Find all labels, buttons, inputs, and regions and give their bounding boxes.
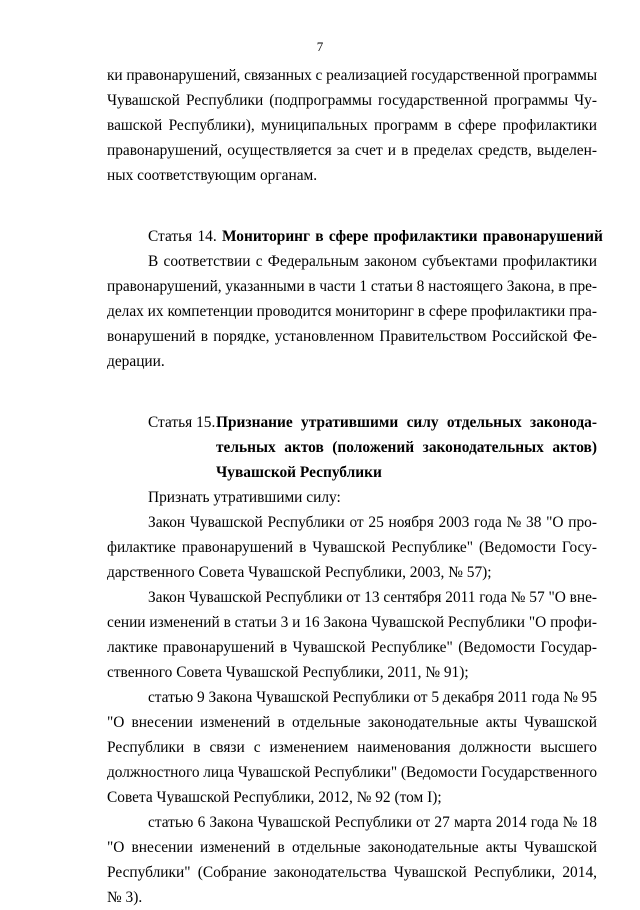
- text-line: ных соответствующим органам.: [107, 167, 318, 184]
- article-title-line: Признание утратившими силу отдельных законода-: [216, 414, 597, 431]
- text-line: правонарушений, указанными в части 1 статьи 8 настоящего Закона, в пре-: [107, 278, 597, 295]
- text-line: ственного Совета Чувашской Республики, 2011, № 91);: [107, 664, 469, 681]
- text-line: лактике правонарушений в Чувашской Республике" (Ведомости Государ-: [107, 639, 597, 656]
- text-line: должностного лица Чувашской Республики" (Ведомости Государственного: [107, 764, 598, 781]
- article-label: Статья 14.: [148, 228, 217, 245]
- text-line: Закон Чувашской Республики от 25 ноября 2003 года № 38 "О про-: [148, 514, 597, 531]
- spacer: [107, 188, 597, 224]
- text-line: Республики в связи с изменением наименования должности высшего: [107, 739, 597, 756]
- text-line: Республики" (Собрание законодательства Чувашской Республики, 2014,: [107, 864, 597, 881]
- text-line: статью 9 Закона Чувашской Республики от 5 декабря 2011 года № 95: [148, 689, 597, 706]
- article-14: [107, 224, 603, 374]
- text-line: правонарушений, осуществляется за счет и в пределах средств, выделен-: [107, 142, 597, 159]
- text-line: Совета Чувашской Республики, 2012, № 92 (том I);: [107, 789, 442, 806]
- paragraph-continuation: [107, 63, 597, 188]
- text-line: ки правонарушений, связанных с реализацией государственной программы: [107, 67, 597, 84]
- article-label: Статья 15.: [148, 414, 216, 431]
- text-line: делах их компетенции проводится мониторинг в сфере профилактики пра-: [107, 303, 597, 320]
- article-title-line: Чувашской Республики: [216, 464, 382, 481]
- article-title-line: тельных актов (положений законодательных актов): [216, 439, 597, 456]
- text-line: статью 6 Закона Чувашской Республики от 27 марта 2014 года № 18: [148, 814, 597, 831]
- text-line: Чувашской Республики (подпрограммы государственной программы Чу-: [107, 92, 597, 109]
- text-line: дерации.: [107, 353, 165, 370]
- text-line: сении изменений в статьи 3 и 16 Закона Чувашской Республики "О профи-: [107, 614, 597, 631]
- list-item: [107, 585, 597, 685]
- spacer: [107, 374, 597, 410]
- article-15: [107, 410, 597, 910]
- text-line: вашской Республики), муниципальных программ в сфере профилактики: [107, 117, 597, 134]
- list-item: [107, 685, 597, 810]
- article-title: Мониторинг в сфере профилактики правонарушений: [221, 228, 603, 245]
- text-line: "О внесении изменений в отдельные законодательные акты Чувашской: [107, 839, 597, 856]
- list-item: [107, 810, 597, 910]
- article-heading: [107, 224, 603, 249]
- text-line: "О внесении изменений в отдельные законодательные акты Чувашской: [107, 714, 597, 731]
- article-heading: [107, 410, 597, 485]
- text-line: № 3).: [107, 889, 143, 906]
- list-item: [107, 510, 597, 585]
- text-line: В соответствии с Федеральным законом субъектами профилактики: [148, 253, 597, 270]
- page-number: 7: [316, 39, 324, 54]
- document-body: [107, 63, 603, 910]
- text-line: Закон Чувашской Республики от 13 сентября 2011 года № 57 "О вне-: [148, 589, 597, 606]
- text-line: дарственного Совета Чувашской Республики, 2003, № 57);: [107, 564, 492, 581]
- article-intro: Признать утратившими силу:: [148, 489, 341, 506]
- text-line: вонарушений в порядке, установленном Правительством Российской Фе-: [107, 328, 597, 345]
- text-line: филактике правонарушений в Чувашской Республике" (Ведомости Госу-: [107, 539, 597, 556]
